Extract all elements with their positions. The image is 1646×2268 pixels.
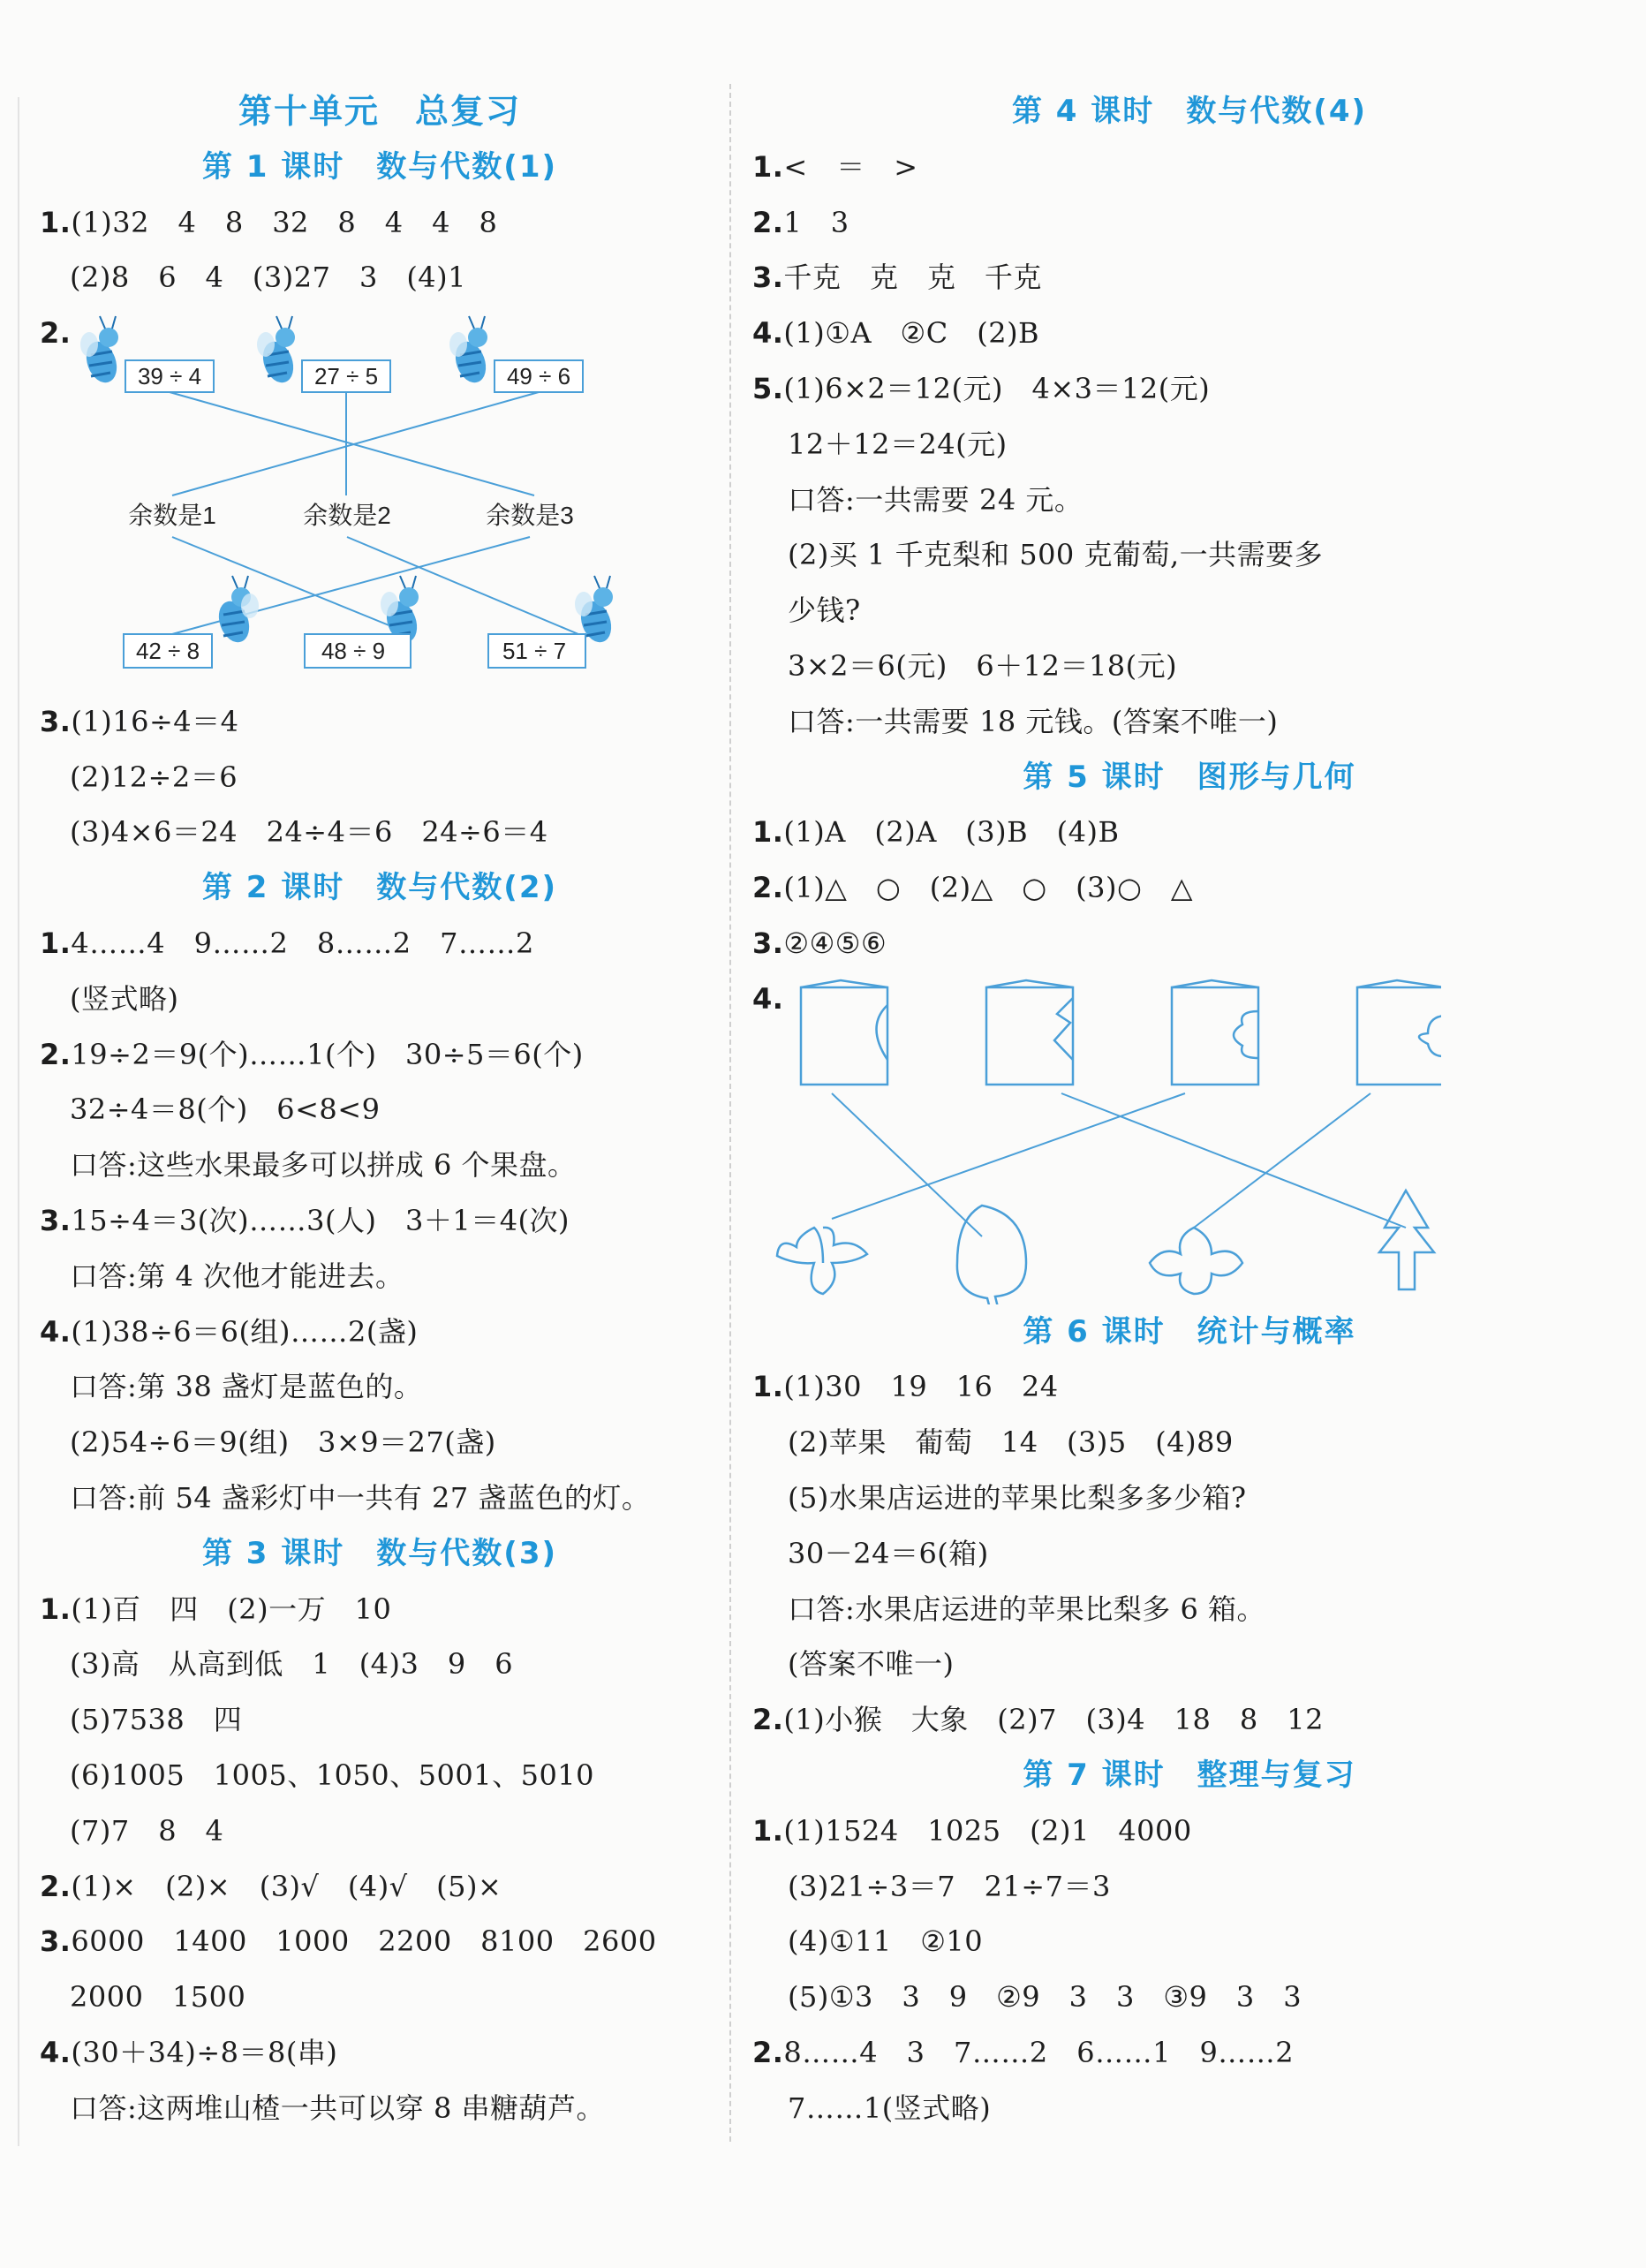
answer-line: 30－24＝6(箱) <box>788 1536 989 1570</box>
answer-line: (2)苹果 葡萄 14 (3)5 (4)89 <box>788 1425 1234 1460</box>
q2-figure-row <box>40 306 720 694</box>
answer-line: (7)7 8 4 <box>70 1813 224 1848</box>
bee-icon <box>214 576 259 646</box>
answer-text: (1)1524 1025 (2)1 4000 <box>783 1813 1192 1848</box>
answer-text: < ＝ > <box>783 149 918 184</box>
answer-text: (1)小猴 大象 (2)7 (3)4 18 8 12 <box>783 1703 1324 1737</box>
tree-shape-icon <box>1379 1191 1434 1289</box>
answer-line: (3)21÷3＝7 21÷7＝3 <box>788 1869 1111 1903</box>
answer-line <box>752 250 1627 306</box>
question-number: 2. <box>40 1037 72 1071</box>
answer-line <box>40 1027 720 1083</box>
answer-text: 4……4 9……2 8……2 7……2 <box>71 926 534 960</box>
lesson1-title: 第 1 课时 数与代数(1) <box>201 148 558 185</box>
answer-line: 2000 1500 <box>70 1980 246 2015</box>
answer-text: 千克 克 克 千克 <box>783 261 1042 295</box>
question-number: 2. <box>752 871 784 905</box>
answer-line <box>752 916 1627 971</box>
lesson7-title: 第 7 课时 整理与复习 <box>1023 1757 1356 1793</box>
flower-shape-icon <box>777 1228 867 1294</box>
answer-line: 口答:水果店运进的苹果比梨多 6 箱。 <box>788 1591 1265 1626</box>
top-division-expr: 49 ÷ 6 <box>506 363 571 390</box>
remainder-label: 余数是1 <box>128 502 216 530</box>
lesson5-title: 第 5 课时 图形与几何 <box>1023 759 1356 795</box>
answer-line <box>752 361 1627 417</box>
question-number: 5. <box>752 371 784 405</box>
answer-line <box>40 1859 720 1915</box>
answer-line <box>752 860 1627 916</box>
question-number: 4. <box>752 316 784 351</box>
lesson2-title: 第 2 课时 数与代数(2) <box>201 870 558 906</box>
answer-line: (2)12÷2＝6 <box>70 760 238 794</box>
answer-text: (1)△ ○ (2)△ ○ (3)○ △ <box>783 871 1194 905</box>
question-number: 4. <box>752 981 784 1016</box>
question-number: 2. <box>40 316 72 351</box>
left-column <box>40 84 720 2136</box>
answer-text: 19÷2＝9(个)……1(个) 30÷5＝6(个) <box>71 1037 584 1071</box>
answer-line: 32÷4＝8(个) 6<8<9 <box>70 1092 381 1127</box>
leaf-shape-icon <box>957 1206 1026 1304</box>
answer-line: 口答:这些水果最多可以拼成 6 个果盘。 <box>70 1148 577 1183</box>
answer-line: (3)高 从高到低 1 (4)3 9 6 <box>70 1647 514 1682</box>
remainder-label: 余数是3 <box>486 502 574 530</box>
answer-text: (1)× (2)× (3)√ (4)√ (5)× <box>71 1869 502 1903</box>
answer-line: (5)7538 四 <box>70 1703 243 1737</box>
answer-line <box>752 195 1627 251</box>
column-divider <box>729 84 731 2142</box>
question-number: 3. <box>752 926 784 960</box>
folded-paper-icon <box>1172 980 1258 1085</box>
top-division-expr: 27 ÷ 5 <box>313 363 379 390</box>
bottom-division-expr: 51 ÷ 7 <box>502 638 567 665</box>
question-number: 3. <box>40 1924 72 1959</box>
answer-line <box>752 1359 1627 1415</box>
answer-text: (1)32 4 8 32 8 4 4 8 <box>71 205 498 239</box>
flower-shape-icon <box>1150 1228 1242 1294</box>
answer-line <box>752 805 1627 860</box>
answer-line: 12＋12＝24(元) <box>788 427 1008 461</box>
answer-line: (6)1005 1005、1050、5001、5010 <box>70 1758 595 1792</box>
answer-line: 口答:一共需要 18 元钱。(答案不唯一) <box>788 704 1279 738</box>
answer-line <box>40 1193 720 1249</box>
answer-line: 口答:第 38 盏灯是蓝色的。 <box>70 1370 423 1404</box>
remainder-label: 余数是2 <box>303 502 391 530</box>
answer-line <box>752 140 1627 195</box>
question-number: 2. <box>40 1869 72 1903</box>
answer-line <box>40 1582 720 1637</box>
bee-icon <box>449 316 491 387</box>
question-number: 3. <box>40 1203 72 1237</box>
right-column <box>752 84 1627 2136</box>
bee-icon <box>80 316 122 387</box>
question-number: 1. <box>40 1591 72 1626</box>
question-number: 1. <box>752 1813 784 1848</box>
answer-line <box>752 1803 1627 1859</box>
answer-line: 口答:前 54 盏彩灯中一共有 27 盏蓝色的灯。 <box>70 1480 651 1515</box>
page-edge <box>18 97 19 2146</box>
answer-line: 口答:一共需要 24 元。 <box>788 482 1083 517</box>
answer-text: (1)30 19 16 24 <box>783 1370 1059 1404</box>
answer-line <box>40 195 720 251</box>
answer-line: (2)买 1 千克梨和 500 克葡萄,一共需要多 <box>788 538 1324 572</box>
answer-text: (1)38÷6＝6(组)……2(盏) <box>71 1314 419 1349</box>
answer-line: 3×2＝6(元) 6＋12＝18(元) <box>788 648 1178 683</box>
answer-text: 6000 1400 1000 2200 8100 2600 <box>71 1924 657 1959</box>
answer-line <box>40 1914 720 1969</box>
answer-line: 口答:第 4 次他才能进去。 <box>70 1259 404 1293</box>
answer-line: (5)水果店运进的苹果比梨多多少箱? <box>788 1480 1247 1515</box>
question-number: 1. <box>752 1370 784 1404</box>
answer-text: ②④⑤⑥ <box>783 926 887 960</box>
answer-line: (5)①3 3 9 ②9 3 3 ③9 3 3 <box>788 1980 1302 2015</box>
answer-line: (4)①11 ②10 <box>788 1924 984 1959</box>
answer-line <box>40 1304 720 1360</box>
answer-line <box>40 916 720 971</box>
question-number: 1. <box>752 815 784 850</box>
answer-text: (30＋34)÷8＝8(串) <box>71 2035 338 2069</box>
question-number: 4. <box>40 2035 72 2069</box>
answer-line: (3)4×6＝24 24÷4＝6 24÷6＝4 <box>70 815 548 850</box>
answer-text: (1)6×2＝12(元) 4×3＝12(元) <box>783 371 1211 405</box>
answer-text: (1)16÷4＝4 <box>71 704 239 738</box>
q4-figure-row <box>752 971 1627 1304</box>
answer-text: (1)①A ②C (2)B <box>783 316 1040 351</box>
paper-cut-matching-figure <box>770 971 1441 1304</box>
answer-line: (2)54÷6＝9(组) 3×9＝27(盏) <box>70 1425 496 1460</box>
question-number: 1. <box>40 205 72 239</box>
answer-text: (1)百 四 (2)一万 10 <box>71 1591 392 1626</box>
bottom-division-expr: 42 ÷ 8 <box>135 638 200 665</box>
answer-line: 口答:这两堆山楂一共可以穿 8 串糖葫芦。 <box>70 2090 605 2125</box>
lesson3-title: 第 3 课时 数与代数(3) <box>201 1535 558 1571</box>
question-number: 3. <box>40 704 72 738</box>
answer-text: (1)A (2)A (3)B (4)B <box>783 815 1120 850</box>
answer-line: (2)8 6 4 (3)27 3 (4)1 <box>70 261 467 295</box>
lesson6-title: 第 6 课时 统计与概率 <box>1023 1313 1356 1349</box>
bottom-division-expr: 48 ÷ 9 <box>321 638 386 665</box>
answer-line <box>40 2025 720 2081</box>
question-number: 1. <box>40 926 72 960</box>
question-number: 2. <box>752 2035 784 2069</box>
answer-line <box>40 694 720 750</box>
answer-line: 少钱? <box>788 593 861 628</box>
answer-line <box>752 1692 1627 1748</box>
answer-text: 1 3 <box>783 205 849 239</box>
answer-line <box>752 306 1627 361</box>
folded-paper-icon <box>986 980 1073 1085</box>
question-number: 2. <box>752 1703 784 1737</box>
answer-text: 15÷4＝3(次)……3(人) 3＋1＝4(次) <box>71 1203 570 1237</box>
answer-text: 8……4 3 7……2 6……1 9……2 <box>783 2035 1295 2069</box>
answer-line <box>752 2025 1627 2081</box>
division-remainder-matching-figure <box>40 306 623 694</box>
lesson4-title: 第 4 课时 数与代数(4) <box>1011 94 1368 129</box>
answer-line: 7……1(竖式略) <box>788 2090 992 2125</box>
question-number: 2. <box>752 205 784 239</box>
question-number: 4. <box>40 1314 72 1349</box>
question-number: 1. <box>752 149 784 184</box>
answer-line: (竖式略) <box>70 981 179 1016</box>
top-division-expr: 39 ÷ 4 <box>137 363 202 390</box>
question-number: 3. <box>752 261 784 295</box>
folded-paper-icon <box>1357 980 1441 1085</box>
answer-line: (答案不唯一) <box>788 1647 955 1682</box>
unit-title: 第十单元 总复习 <box>238 92 521 131</box>
bee-icon <box>257 316 298 387</box>
folded-paper-icon <box>801 980 887 1085</box>
